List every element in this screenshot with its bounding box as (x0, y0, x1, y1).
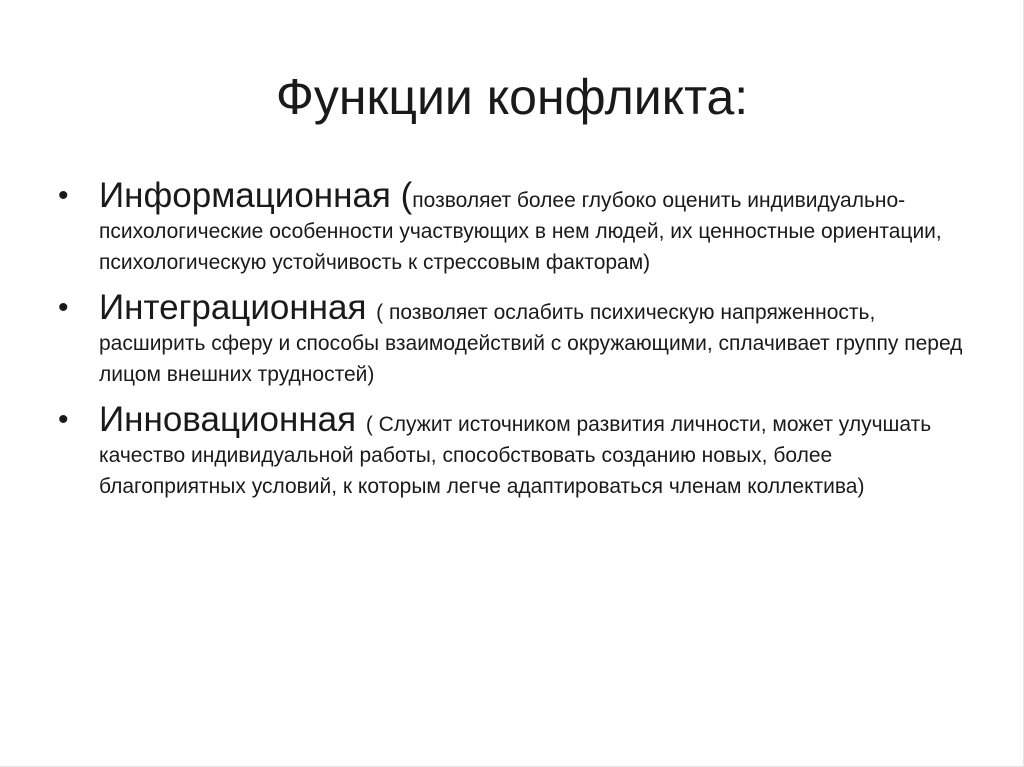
bullet-item-integrational (56, 288, 981, 390)
bullet-marker: • (58, 179, 69, 212)
bullet-list (56, 176, 981, 512)
bullet-marker: • (58, 403, 69, 436)
bullet-heading: Интеграционная (99, 288, 377, 327)
bullet-description: ( позволяет ослабить психическую напряженность, расширить сферу и способы взаимодействий с окружающими, сплачивает группу перед лицом внешних трудностей) (99, 301, 963, 386)
bullet-heading: Информационная (99, 176, 401, 215)
bullet-heading: Инновационная (99, 400, 366, 439)
bullet-marker: • (58, 291, 69, 324)
slide-title: Функции конфликта: (275, 69, 749, 125)
bullet-item-innovational (56, 400, 981, 502)
bullet-description: ( Служит источником развития личности, может улучшать качество индивидуальной работы, способствовать созданию новых, более благоприятных условий, к которым легче адаптироваться членам коллектива) (99, 413, 932, 498)
bullet-description: позволяет более глубоко оценить индивидуально-психологические особенности участвующих в нем людей, их ценностные ориентации, психологическую устойчивость к стрессовым факторам) (99, 189, 942, 274)
bullet-open-paren: ( (400, 176, 413, 215)
bullet-item-informational (56, 176, 981, 278)
